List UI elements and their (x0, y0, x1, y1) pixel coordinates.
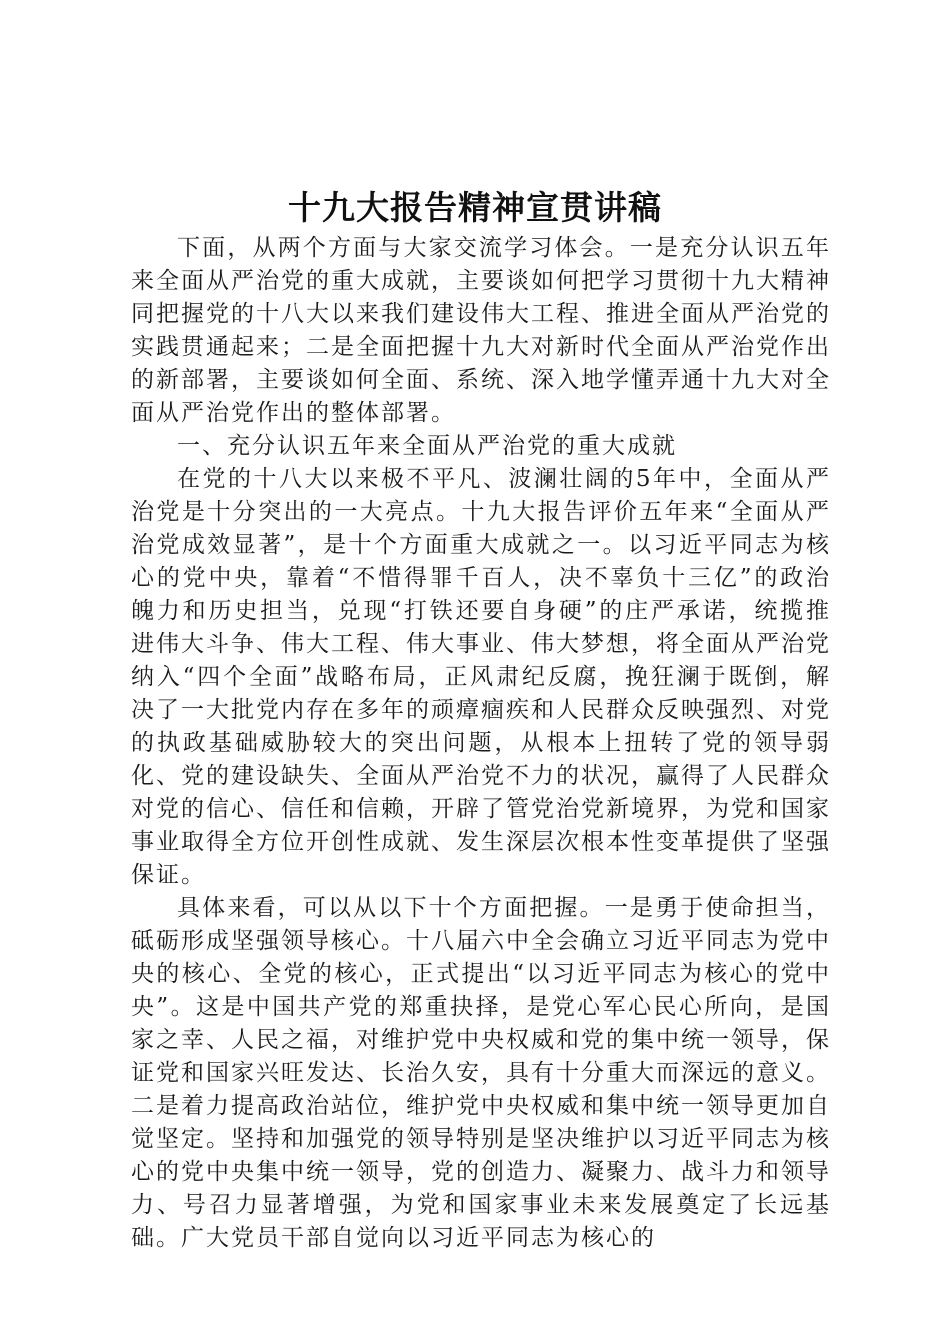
paragraph-ten-aspects: 具体来看，可以从以下十个方面把握。一是勇于使命担当，砥砺形成坚强领导核心。十八届六中全会确立习近平同志为党中央的核心、全党的核心，正式提出“以习近平同志为核心的党中央”。这是中国共产党的郑重抉择，是党心军心民心所向，是国家之幸、人民之福，对维护党中央权威和党的集中统一领导，保证党和国家兴旺发达、长治久安，具有十分重大而深远的意义。二是着力提高政治站位，维护党中央权威和集中统一领导更加自觉坚定。坚持和加强党的领导特别是坚决维护以习近平同志为核心的党中央集中统一领导，党的创造力、凝聚力、战斗力和领导力、号召力显著增强，为党和国家事业未来发展奠定了长远基础。广大党员干部自觉向以习近平同志为核心的 (131, 895, 831, 1251)
paragraph-achievements: 在党的十八大以来极不平凡、波澜壮阔的5年中，全面从严治党是十分突出的一大亮点。十九大报告评价五年来“全面从严治党成效显著”，是十个方面重大成就之一。以习近平同志为核心的党中央，靠着“不惜得罪千百人，决不辜负十三亿”的政治魄力和历史担当，兑现“打铁还要自身硬”的庄严承诺，统揽推进伟大斗争、伟大工程、伟大事业、伟大梦想，将全面从严治党纳入“四个全面”战略布局，正风肃纪反腐，挽狂澜于既倒，解决了一大批党内存在多年的顽瘴痼疾和人民群众反映强烈、对党的执政基础威胁较大的突出问题，从根本上扭转了党的领导弱化、党的建设缺失、全面从严治党不力的状况，赢得了人民群众对党的信心、信任和信赖，开辟了管党治党新境界，为党和国家事业取得全方位开创性成就、发生深层次根本性变革提供了坚强保证。 (131, 466, 831, 888)
document-body (131, 232, 831, 1255)
page-title: 十九大报告精神宣贯讲稿 (288, 188, 662, 227)
paragraph-intro: 下面，从两个方面与大家交流学习体会。一是充分认识五年来全面从严治党的重大成就，主要谈如何把学习贯彻十九大精神同把握党的十八大以来我们建设伟大工程、推进全面从严治党的实践贯通起来；二是全面把握十九大对新时代全面从严治党作出的新部署，主要谈如何全面、系统、深入地学懂弄通十九大对全面从严治党作出的整体部署。 (131, 235, 831, 426)
section-heading-1: 一、充分认识五年来全面从严治党的重大成就 (177, 433, 677, 459)
